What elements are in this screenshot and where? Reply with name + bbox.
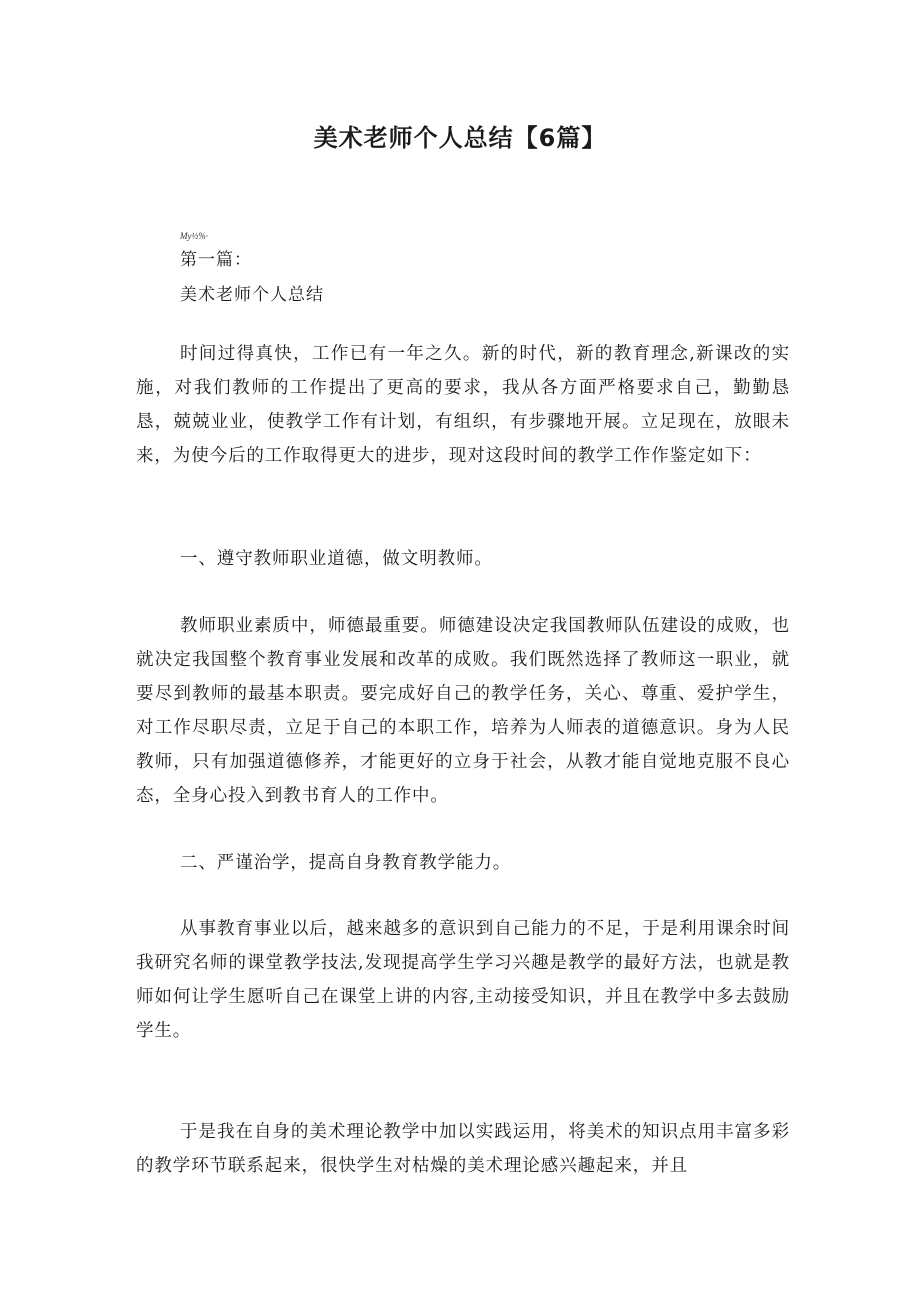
paragraph-intro: 时间过得真快，工作已有一年之久。新的时代，新的教育理念,新课改的实施，对我们教师的工作提出了更高的要求，我从各方面严格要求自己，勤勤恳恳，兢兢业业，使教学工作有计划，有组织，有步骤地开展。立足现在，放眼未来，为使今后的工作取得更大的进步，现对这段时间的教学工作作鉴定如下： [136,344,790,466]
section-title: 美术老师个人总结 [180,285,324,305]
heading-one: 一、遵守教师职业道德，做文明教师。 [180,549,493,569]
paragraph-practice: 于是我在自身的美术理论教学中加以实践运用，将美术的知识点用丰富多彩的教学环节联系起来，很快学生对枯燥的美术理论感兴趣起来，并且 [136,1122,790,1176]
document-title: 美术老师个人总结【6篇】 [313,124,607,152]
section-label: 第一篇： [180,250,252,270]
heading-two: 二、严谨治学，提高自身教育教学能力。 [180,853,512,873]
stamp-mark: My½%· [180,231,208,241]
paragraph-study: 从事教育事业以后，越来越多的意识到自己能力的不足，于是利用课余时间我研究名师的课堂教学技法,发现提高学生学习兴趣是教学的最好方法，也就是教师如何让学生愿听自己在课堂上讲的内容,主动接受知识，并且在教学中多去鼓励学生。 [136,919,790,1041]
paragraph-ethics: 教师职业素质中，师德最重要。师德建设决定我国教师队伍建设的成败，也就决定我国整个教育事业发展和改革的成败。我们既然选择了教师这一职业，就要尽到教师的最基本职责。要完成好自己的教学任务，关心、尊重、爱护学生，对工作尽职尽责，立足于自己的本职工作，培养为人师表的道德意识。身为人民教师，只有加强道德修养，才能更好的立身于社会，从教才能自觉地克服不良心态，全身心投入到教书育人的工作中。 [136,616,790,806]
